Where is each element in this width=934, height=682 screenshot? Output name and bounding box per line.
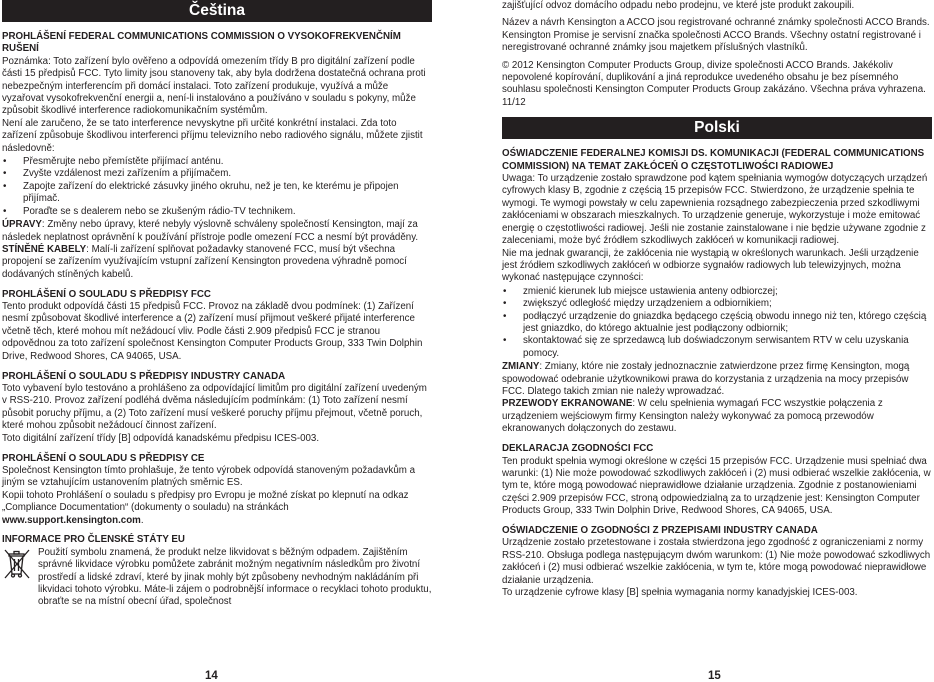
- paragraph: [2, 490, 432, 527]
- fcc-rf-section: [2, 31, 432, 281]
- list-item: • Zvyšte vzdálenost mezi zařízením a přijímačem.: [2, 168, 432, 180]
- paragraph: Toto digitální zařízení třídy [B] odpovídá kanadskému předpisu ICES-003.: [2, 432, 320, 444]
- inline-label: STÍNĚNÉ KABELY: [2, 243, 87, 255]
- inline-text: Kopii tohoto Prohlášení o souladu s předpisy pro Evropu je možné získat po klepnutí na odkaz „Compliance Documentation“ (dokumenty o souladu) na stránkách: [2, 489, 409, 514]
- paragraph: Společnost Kensington tímto prohlašuje, že tento výrobek odpovídá stanoveným požadavkům a jiným se vztahujícím ustanovením platných směrnic ES.: [2, 464, 415, 489]
- paragraph: Není ale zaručeno, že se tato interference nevyskytne při určité konkrétní instalaci. Zda toto zařízení způsobuje škodlivou interferenci příjmu televizního nebo radiového signálu, můžete zjistit následovně:: [2, 117, 423, 154]
- section-heading: OŚWIADCZENIE FEDERALNEJ KOMISJI DS. KOMUNIKACJI (FEDERAL COMMUNICATIONS COMMISSION) NA TEMAT ZAKŁÓCEŃ O CZĘSTOTLIWOŚCI RADIOWEJ: [502, 148, 925, 172]
- section-heading: OŚWIADCZENIE O ZGODNOŚCI Z PRZEPISAMI INDUSTRY CANADA: [502, 525, 818, 537]
- paragraph: Nie ma jednak gwarancji, że zakłócenia nie wystąpią w określonych warunkach. Jeśli urządzenie jest źródłem szkodliwych zakłóceń w odbiorze sygnałów radiowych lub telewizyjnych, można wykonać następujące czynności:: [502, 247, 919, 284]
- section-heading: INFORMACE PRO ČLENSKÉ STÁTY EU: [2, 534, 185, 546]
- fcc-conformity-section: [502, 443, 932, 517]
- modifications-paragraph: [2, 219, 432, 244]
- continued-paragraph: zajišťující odvoz domácího odpadu nebo prodejnu, ve které jste produkt zakoupili.: [502, 0, 855, 11]
- trademarks-paragraph: Název a návrh Kensington a ACCO jsou registrované ochranné známky společnosti ACCO Brands. Kensington Promise je servisní značka společnosti ACCO Brands. Všechny ostatní registrované i neregistrované ochranné známky jsou majetkem příslušných vlastníků.: [502, 17, 930, 54]
- bullet-list: [2, 156, 432, 218]
- paragraph: Ten produkt spełnia wymogi określone w części 15 przepisów FCC. Urządzenie musi spełniać dwa warunki: (1) Nie może powodować szkodliwych zakłóceń i (2) musi odbierać wszelkie zakłócenia, w tym te, które mogą powodować nieprawidłowe działanie urządzenia. Zgodnie z postanowieniami części 2.909 przepisów FCC, stroną odpowiedzialną za to urządzenie jest: Kensington Computer Products Group, 333 Twin Dolphin Drive, Redwood Shores, CA 94065, USA.: [502, 455, 931, 517]
- page-number-right: 15: [708, 670, 721, 682]
- list-item: • Přesměrujte nebo přemístěte přijímací anténu.: [2, 156, 432, 168]
- crossed-bin-icon: [2, 547, 32, 609]
- eu-section: [2, 534, 432, 608]
- inline-text: : W celu spełnienia wymagań FCC wszystkie połączenia z urządzeniem wejściowym firmy Kensington należy wykonywać za pomocą przewodów ekranowanych dołączonych do zestawu.: [502, 398, 883, 435]
- list-item: • Zapojte zařízení do elektrické zásuvky jiného okruhu, než je ten, ke kterému je připojen přijímač.: [2, 181, 432, 206]
- language-banner-polish: Polski: [502, 117, 932, 139]
- inline-text: : Změny nebo úpravy, které nebyly výslovně schváleny společností Kensington, mají za následek neplatnost oprávnění k používání přístroje podle omezení FCC a nesmí být prováděny.: [2, 219, 419, 243]
- inline-text: .: [140, 514, 144, 526]
- inline-label: ÚPRAVY: [2, 219, 42, 231]
- section-heading: PROHLÁŠENÍ FEDERAL COMMUNICATIONS COMMISSION O VYSOKOFREKVENČNÍM RUŠENÍ: [2, 31, 401, 55]
- fcc-rf-section: [502, 148, 932, 435]
- inline-text: : Malí-li zařízení splňovat požadavky stanovené FCC, musí být všechna propojení se zařízením využívajícím vstupní zařízení Kensington provedena výhradně pomocí dodávaných stíněných kabelů.: [2, 243, 407, 280]
- paragraph: Uwaga: To urządzenie zostało sprawdzone pod kątem spełniania wymogów dotyczących urządzeń cyfrowych klasy B, zgodnie z częścią 15 przepisów FCC. Stwierdzono, że urządzenie spełnia te wymogi. Te wymogi powstały w celu zapewnienia rozsądnego zabezpieczenia przed szkodliwymi zakłóceniami w obszarach mieszkalnych. To urządzenie generuje, wykorzystuje i może emitować energię o częstotliwości radiowej. Jeśli nie zostanie zainstalowane i nie będzie używane zgodnie z zaleceniami, może być źródłem szkodliwych zakłóceń w komunikacji radiowej.: [502, 173, 928, 247]
- list-item: • zmienić kierunek lub miejsce ustawienia anteny odbiorczej;: [502, 286, 932, 298]
- inline-text: : Zmiany, które nie zostały jednoznacznie zatwierdzone przez firmę Kensington, mogą spowodować odebranie użytkownikowi prawa do korzystania z urządzenia na mocy przepisów FCC. Dlatego takich zmian nie należy wprowadzać.: [502, 361, 910, 397]
- section-heading: PROHLÁŠENÍ O SOULADU S PŘEDPISY FCC: [2, 288, 211, 300]
- page-15-column: [502, 0, 932, 607]
- ce-section: [2, 453, 432, 527]
- section-heading: PROHLÁŠENÍ O SOULADU S PŘEDPISY INDUSTRY CANADA: [2, 370, 286, 382]
- paragraph: Poznámka: Toto zařízení bylo ověřeno a odpovídá omezením třídy B pro digitální zařízení podle části 15 předpisů FCC. Tyto limity jsou stanoveny tak, aby byla dodržena dostatečná ochrana proti nebezpečným interferencím při domácí instalaci. Toto zařízení produkuje, využívá a může vyzařovat vysokofrekvenční energii a, není-li instalováno a používáno v souladu s pokyny, může způsobit škodlivé interference radiokomunikačním systémům.: [2, 55, 426, 117]
- paragraph: Toto vybavení bylo testováno a prohlášeno za odpovídající limitům pro digitální zařízení uvedeným v RSS-210. Provoz zařízení podléhá dvěma následujícím podmínkám: (1) Toto zařízení nesmí působit poruchy příjmu, a (2) Toto zařízení musí veškeré poruchy příjmu přejmout, včetně poruch, které mohou způsobit nežádoucí činnost zařízení.: [2, 382, 427, 432]
- inline-label: ZMIANY: [502, 361, 540, 373]
- list-item: • zwiększyć odległość między urządzeniem a odbiornikiem;: [502, 298, 932, 310]
- paragraph: Tento produkt odpovídá části 15 předpisů FCC. Provoz na základě dvou podmínek: (1) Zařízení nesmí způsobovat škodlivé interference a (2) zařízení musí přijmout veškeré přijaté interference včetně těch, které mohou mít nežádoucí vliv. Podle části 2.909 předpisů FCC je stranou odpovědnou za toto zařízení společnost Kensington Computer Products Group, 333 Twin Dolphin Drive, Redwood Shores, CA 94065, USA.: [2, 301, 423, 362]
- shielded-cables-paragraph: [502, 398, 932, 435]
- list-item: • podłączyć urządzenie do gniazdka będącego częścią obwodu innego niż ten, którego częścią jest gniazdko, do którego aktualnie jest podłączony odbiornik;: [502, 311, 932, 336]
- section-heading: DEKLARACJA ZGODNOŚCI FCC: [502, 443, 654, 455]
- weee-row: [2, 547, 432, 609]
- support-link[interactable]: www.support.kensington.com: [2, 514, 141, 526]
- industry-canada-section: [2, 371, 432, 445]
- bullet-list: [502, 286, 932, 360]
- list-item: • Poraďte se s dealerem nebo se zkušeným rádio-TV technikem.: [2, 206, 432, 218]
- fcc-conformity-section: [2, 289, 432, 363]
- list-item: • skontaktować się ze sprzedawcą lub doświadczonym serwisantem RTV w celu uzyskania pomocy.: [502, 335, 932, 360]
- shielded-cables-paragraph: [2, 244, 432, 281]
- paragraph: Urządzenie zostało przetestowane i została stwierdzona jego zgodność z ograniczeniami z normy RSS-210. Obsługa podlega następującym dwóm warunkom: (1) Nie może powodować szkodliwych zakłóceń i (2) musi odbierać wszelkie zakłócenia, w tym te, które mogą powodować nieprawidłowe działanie urządzenia.: [502, 537, 931, 586]
- page-number-left: 14: [205, 670, 218, 682]
- language-banner-czech: Čeština: [2, 0, 432, 22]
- industry-canada-section: [502, 525, 932, 599]
- copyright-paragraph: © 2012 Kensington Computer Products Group, divize společnosti ACCO Brands. Jakékoliv nepovolené kopírování, duplikování a jiná reprodukce uvedeného obsahu je bez písemného souhlasu společnosti Kensington Computer Products Group zakázáno. Všechna práva vyhrazena. 11/12: [502, 59, 926, 108]
- section-heading: PROHLÁŠENÍ O SOULADU S PŘEDPISY CE: [2, 452, 205, 464]
- page-14-column: [2, 0, 432, 616]
- inline-label: PRZEWODY EKRANOWANE: [502, 398, 633, 410]
- paragraph: To urządzenie cyfrowe klasy [B] spełnia wymagania normy kanadyjskiej ICES-003.: [502, 587, 858, 599]
- modifications-paragraph: [502, 361, 932, 398]
- paragraph: Použití symbolu znamená, že produkt nelze likvidovat s běžným odpadem. Zajištěním správné likvidace výrobku pomůžete zabránit možným negativním následkům pro životní prostředí a lidské zdraví, které by jinak mohly být způsobeny nevhodným nakládáním při likvidaci tohoto výrobku. Máte-li zájem o podrobnější informace o recyklaci tohoto produktu, obraťte se na místní obecní úřad, společnost: [38, 546, 432, 608]
